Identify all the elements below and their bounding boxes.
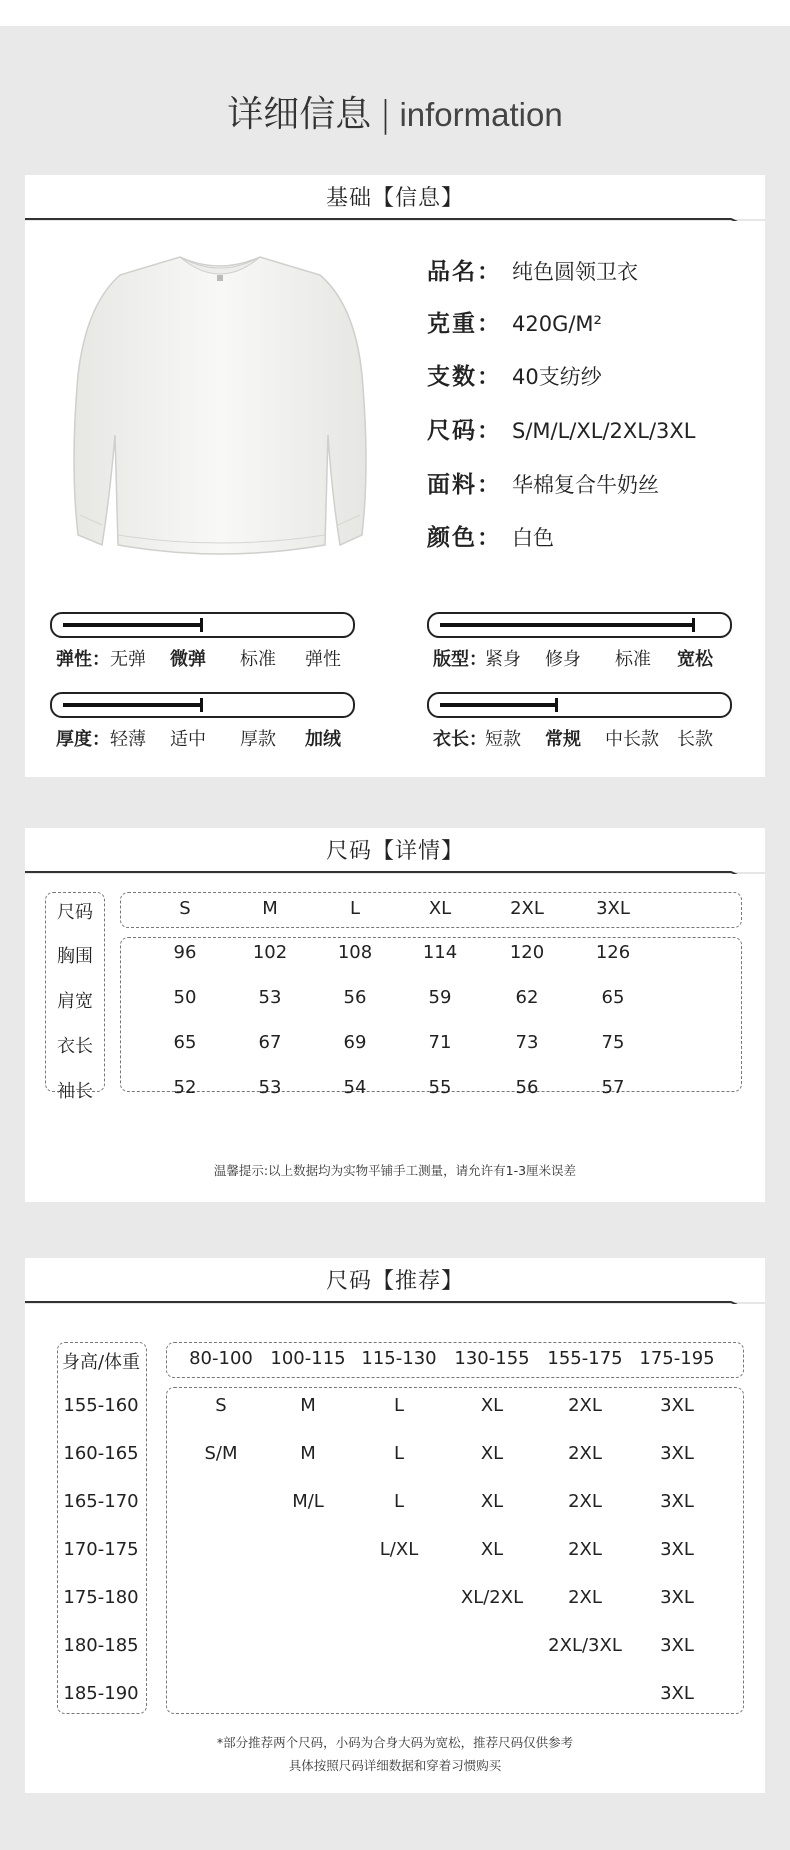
slider-option: 标准	[615, 649, 651, 670]
measure-value: 69	[343, 1032, 367, 1053]
measure-value: 53	[258, 987, 282, 1008]
size-recommend-heading: 尺码【推荐】	[325, 1269, 464, 1294]
measure-value: 56	[343, 987, 367, 1008]
size-recommend-note-1: *部分推荐两个尺码，小码为合身大码为宽松，推荐尺码仅供参考	[216, 1735, 574, 1750]
size-header-label: 尺码	[57, 902, 93, 923]
recommend-size: 2XL	[568, 1587, 602, 1608]
slider-fill	[440, 623, 693, 627]
page-title-cn: 详细信息	[227, 94, 372, 135]
measure-value: 50	[173, 987, 197, 1008]
slider-fill	[63, 623, 201, 627]
recommend-size: 3XL	[660, 1539, 694, 1560]
spec-value: 40支纺纱	[512, 365, 602, 389]
spec-row	[427, 519, 554, 552]
slider-name: 厚度：	[56, 729, 110, 750]
spec-key: 颜色：	[427, 525, 502, 551]
weight-header-cell: 100-115	[270, 1348, 346, 1369]
recommend-size: 3XL	[660, 1395, 694, 1416]
height-range-label: 175-180	[63, 1587, 139, 1608]
recommend-size: M	[300, 1443, 316, 1464]
recommend-size: 3XL	[660, 1443, 694, 1464]
height-range-label: 160-165	[63, 1443, 139, 1464]
slider-track	[50, 692, 355, 718]
measure-label: 肩宽	[57, 991, 93, 1012]
basic-info-card	[25, 175, 765, 777]
slider-option: 宽松	[677, 649, 713, 670]
recommend-size: 3XL	[660, 1635, 694, 1656]
size-header-cell: 3XL	[596, 898, 630, 919]
slider-option: 厚款	[240, 729, 276, 750]
recommend-size: M	[300, 1395, 316, 1416]
spec-row	[427, 358, 602, 391]
measure-value: 56	[515, 1077, 539, 1098]
recommend-size: L	[393, 1491, 405, 1512]
measure-value: 67	[258, 1032, 282, 1053]
weight-header-cell: 115-130	[361, 1348, 437, 1369]
slider-track	[50, 612, 355, 638]
recommend-size: M/L	[292, 1491, 324, 1512]
recommend-size: XL/2XL	[460, 1587, 524, 1608]
height-range-label: 185-190	[63, 1683, 139, 1704]
slider-option: 轻薄	[110, 729, 146, 750]
height-range-label: 170-175	[63, 1539, 139, 1560]
basic-info-heading-bar	[25, 175, 765, 215]
size-recommend-heading-bar	[25, 1258, 765, 1298]
spec-key: 克重：	[427, 311, 502, 337]
size-header-cell: M	[262, 898, 278, 919]
page-title	[0, 86, 790, 137]
weight-header-cell: 155-175	[547, 1348, 623, 1369]
slider-option: 修身	[545, 649, 581, 670]
measure-label: 衣长	[57, 1036, 93, 1057]
measure-value: 62	[515, 987, 539, 1008]
recommend-size: 3XL	[660, 1587, 694, 1608]
recommend-size: S	[215, 1395, 227, 1416]
measure-value: 126	[595, 942, 631, 963]
measure-value: 120	[509, 942, 545, 963]
sweater-image	[70, 245, 370, 575]
slider-name: 衣长：	[433, 729, 487, 750]
recommend-size: L/XL	[379, 1539, 419, 1560]
measure-value: 73	[515, 1032, 539, 1053]
spec-value: 纯色圆领卫衣	[512, 260, 638, 284]
tag-icon	[217, 275, 223, 281]
recommend-size: 3XL	[660, 1491, 694, 1512]
weight-header-cell: 130-155	[454, 1348, 530, 1369]
recommend-size: XL	[480, 1539, 504, 1560]
measure-value: 55	[428, 1077, 452, 1098]
measure-value: 65	[601, 987, 625, 1008]
weight-header-cell: 80-100	[189, 1348, 253, 1369]
height-range-label: 165-170	[63, 1491, 139, 1512]
slider-option: 微弹	[170, 649, 206, 670]
spec-row	[427, 466, 659, 499]
slider-track	[427, 692, 732, 718]
measure-value: 59	[428, 987, 452, 1008]
size-header-cell: 2XL	[510, 898, 544, 919]
slider-option: 无弹	[110, 649, 146, 670]
spec-value: S/M/L/XL/2XL/3XL	[512, 419, 696, 443]
size-detail-heading-bar	[25, 828, 765, 868]
recommend-size: XL	[480, 1443, 504, 1464]
measure-label: 袖长	[57, 1081, 93, 1102]
slider-option: 标准	[240, 649, 276, 670]
size-header-cell: S	[179, 898, 191, 919]
size-detail-heading: 尺码【详情】	[325, 839, 464, 864]
recommend-size: 3XL	[660, 1683, 694, 1704]
size-detail-note: 温馨提示:以上数据均为实物平铺手工测量，请允许有1-3厘米误差	[213, 1163, 577, 1178]
slider-fill	[440, 703, 556, 707]
weight-header-cell: 175-195	[639, 1348, 715, 1369]
basic-info-heading: 基础【信息】	[325, 186, 464, 211]
size-header-cell: XL	[428, 898, 452, 919]
size-recommend-note-2: 具体按照尺码详细数据和穿着习惯购买	[288, 1758, 502, 1773]
spec-row	[427, 412, 696, 445]
measure-label: 胸围	[57, 946, 93, 967]
slider-option: 弹性	[305, 649, 341, 670]
size-detail-card	[25, 828, 765, 1202]
spec-value: 白色	[512, 526, 554, 550]
slider-fill	[63, 703, 201, 707]
page-title-divider: |	[379, 94, 392, 135]
measure-value: 96	[173, 942, 197, 963]
spec-value: 华棉复合牛奶丝	[512, 473, 659, 497]
recommend-size: 2XL	[568, 1539, 602, 1560]
slider-option: 中长款	[605, 729, 659, 750]
recommend-size: L	[393, 1443, 405, 1464]
slider-option: 适中	[170, 729, 206, 750]
measure-value: 57	[601, 1077, 625, 1098]
measure-value: 54	[343, 1077, 367, 1098]
spec-value: 420G/M²	[512, 312, 602, 336]
measure-value: 52	[173, 1077, 197, 1098]
recommend-size: 2XL	[568, 1395, 602, 1416]
slider-option: 短款	[485, 729, 521, 750]
measure-value: 108	[337, 942, 373, 963]
height-range-label: 155-160	[63, 1395, 139, 1416]
recommend-size: XL	[480, 1395, 504, 1416]
slider-option: 加绒	[305, 729, 341, 750]
slider-name: 版型：	[433, 649, 487, 670]
measure-value: 114	[422, 942, 458, 963]
measure-value: 75	[601, 1032, 625, 1053]
measure-value: 53	[258, 1077, 282, 1098]
spec-key: 品名：	[427, 259, 502, 285]
slider-track	[427, 612, 732, 638]
slider-name: 弹性：	[56, 649, 110, 670]
measure-value: 71	[428, 1032, 452, 1053]
height-range-label: 180-185	[63, 1635, 139, 1656]
spec-row	[427, 253, 638, 286]
slider-option: 紧身	[485, 649, 521, 670]
recommend-size: S/M	[204, 1443, 238, 1464]
slider-option: 常规	[545, 729, 581, 750]
spec-row	[427, 305, 602, 338]
measure-value: 102	[252, 942, 288, 963]
measure-value: 65	[173, 1032, 197, 1053]
top-band	[0, 0, 790, 26]
spec-key: 支数：	[427, 364, 502, 390]
recommend-size: 2XL/3XL	[548, 1635, 622, 1656]
recommend-size: 2XL	[568, 1491, 602, 1512]
height-weight-label: 身高/体重	[61, 1352, 141, 1373]
recommend-size: 2XL	[568, 1443, 602, 1464]
recommend-size: L	[393, 1395, 405, 1416]
size-header-cell: L	[349, 898, 361, 919]
spec-key: 尺码：	[427, 418, 502, 444]
page-title-en: information	[399, 96, 563, 133]
recommend-size: XL	[480, 1491, 504, 1512]
spec-key: 面料：	[427, 472, 502, 498]
slider-option: 长款	[677, 729, 713, 750]
size-recommend-card	[25, 1258, 765, 1793]
